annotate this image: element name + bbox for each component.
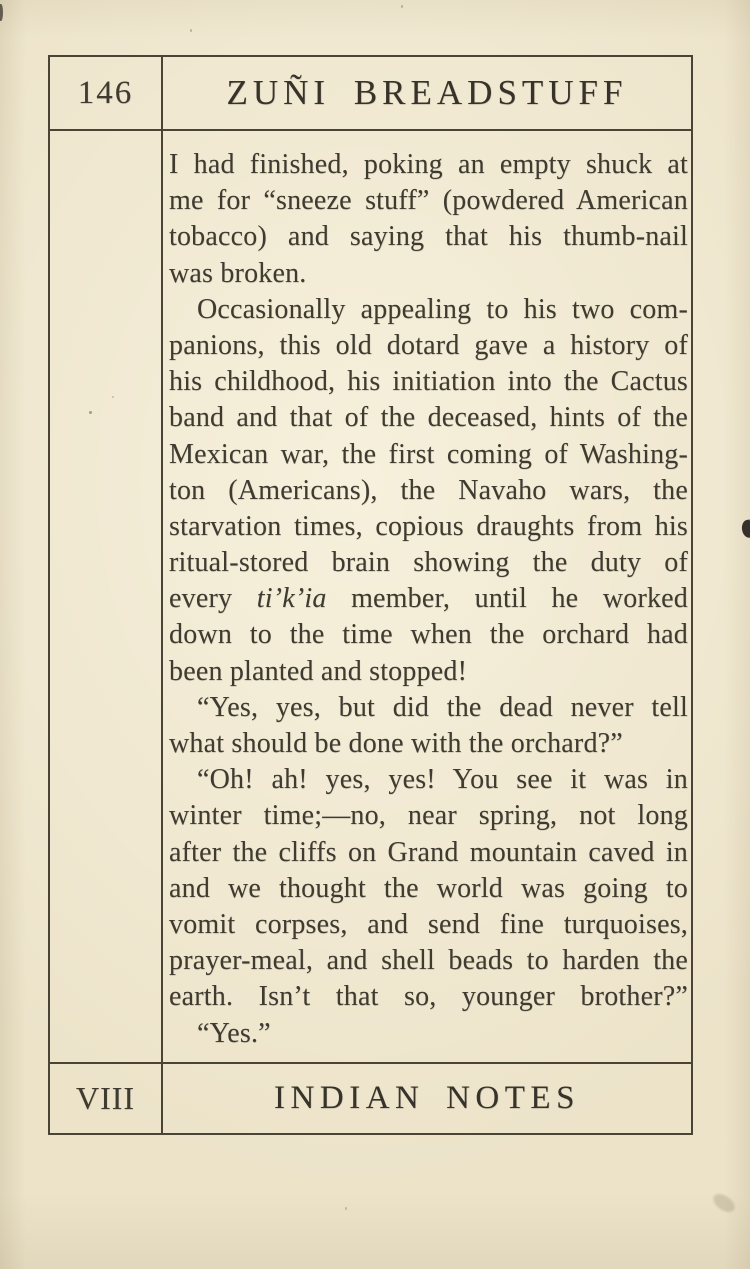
running-head-title: ZUÑI BREADSTUFF <box>226 73 628 112</box>
text-line <box>169 871 688 907</box>
text-line <box>169 400 688 436</box>
text-segment: winter time;—no, near spring, not long <box>169 800 688 832</box>
text-line <box>169 1016 688 1052</box>
text-segment: starvation times, copious draughts from his <box>169 510 688 542</box>
footer-row <box>50 1062 691 1133</box>
running-foot-cell <box>163 1064 691 1133</box>
text-segment: member, until he worked <box>326 583 689 615</box>
text-line <box>169 183 688 219</box>
text-line <box>169 473 688 509</box>
ink-speck <box>112 396 114 398</box>
text-line <box>169 907 688 943</box>
text-line <box>169 979 688 1015</box>
body-row <box>50 131 691 1062</box>
text-segment: after the cliffs on Grand mountain caved in <box>169 836 688 868</box>
ink-speck <box>190 29 192 32</box>
text-segment: vomit corpses, and send fine turquoises, <box>169 908 688 940</box>
text-segment: band and that of the deceased, hints of the <box>169 402 688 434</box>
ink-speck <box>89 411 92 414</box>
text-segment: “Yes, yes, but did the dead never tell <box>197 691 688 723</box>
text-segment: and we thought the world was going to <box>169 872 688 904</box>
running-head-cell <box>163 57 691 129</box>
text-line <box>169 437 688 473</box>
text-segment: tobacco) and saying that his thumb-nail <box>169 221 688 253</box>
text-line <box>169 726 688 762</box>
text-segment: me for “sneeze stuff” (powdered American <box>169 185 688 217</box>
volume-cell <box>50 1064 163 1133</box>
text-line <box>169 798 688 834</box>
text-segment: ton (Americans), the Navaho wars, the <box>169 474 688 506</box>
text-line <box>169 219 688 255</box>
text-line <box>169 292 688 328</box>
ink-blot-left-edge <box>0 4 3 21</box>
italic-term: ti’k’ia <box>256 583 327 615</box>
body-text <box>163 131 691 1062</box>
text-segment: ritual-stored brain showing the duty of <box>169 547 688 579</box>
text-segment: every <box>169 583 257 615</box>
text-segment: panions, this old dotard gave a history of <box>169 329 688 361</box>
text-segment: what should be done with the orchard?” <box>169 728 623 759</box>
text-line <box>169 943 688 979</box>
text-segment: been planted and stopped! <box>169 655 468 687</box>
text-line <box>169 690 688 726</box>
ink-speck <box>345 1207 347 1210</box>
text-line <box>169 545 688 581</box>
text-segment: was broken. <box>169 257 307 289</box>
text-line <box>169 762 688 798</box>
text-line <box>169 147 688 183</box>
text-segment: his childhood, his initiation into the Cactus <box>169 366 688 398</box>
text-segment: Occasionally appealing to his two com- <box>197 293 688 325</box>
margin-column <box>50 131 163 1062</box>
text-segment: “Oh! ah! yes, yes! You see it was in <box>197 764 688 796</box>
ink-blot-right-edge <box>741 519 750 538</box>
text-line <box>169 581 688 617</box>
text-segment: down to the time when the orchard had <box>169 619 688 651</box>
text-line <box>169 364 688 400</box>
page-number: 146 <box>77 74 134 111</box>
header-row <box>50 57 691 131</box>
running-foot-title: INDIAN NOTES <box>274 1080 580 1116</box>
volume-number: VIII <box>75 1080 136 1116</box>
text-line <box>169 654 688 690</box>
text-line <box>169 617 688 653</box>
paper-smudge <box>710 1190 738 1215</box>
page-number-cell <box>50 57 163 129</box>
text-segment: Mexican war, the first coming of Washing- <box>169 438 688 470</box>
text-line <box>169 835 688 871</box>
text-segment: “Yes.” <box>197 1017 271 1049</box>
text-line <box>169 509 688 545</box>
ink-speck <box>401 5 403 8</box>
page-frame <box>48 55 693 1135</box>
text-segment: prayer-meal, and shell beads to harden the <box>169 945 688 977</box>
text-segment: earth. Isn’t that so, younger brother?” <box>169 981 688 1013</box>
text-line <box>169 328 688 364</box>
text-segment: I had finished, poking an empty shuck at <box>169 149 688 180</box>
text-line <box>169 256 688 292</box>
